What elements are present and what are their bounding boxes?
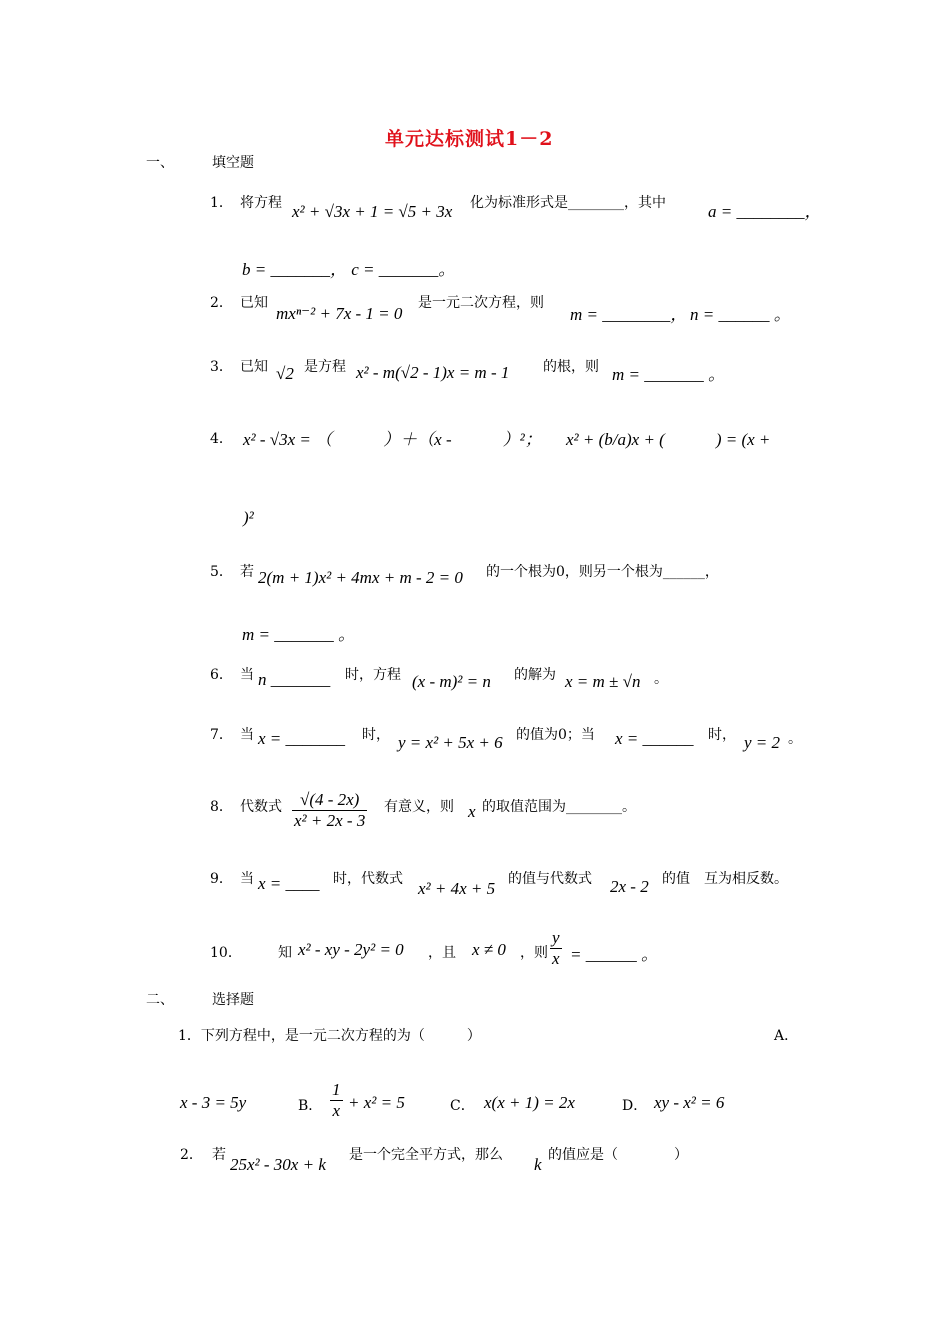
q7-end: 。 bbox=[788, 731, 802, 747]
q8-number: 8． bbox=[210, 799, 233, 815]
q10-pre: 知 bbox=[278, 945, 292, 961]
c1-option-b-denominator: x bbox=[332, 1101, 341, 1120]
c2-tail: 的值应是（ ） bbox=[548, 1147, 688, 1163]
q10-mid: ，且 bbox=[428, 945, 456, 961]
q7-equation: y = x² + 5x + 6 bbox=[398, 733, 503, 752]
q10-number: 10． bbox=[210, 945, 242, 961]
page-title: 单元达标测试1－2 bbox=[385, 128, 554, 150]
q1-mid: 化为标准形式是________，其中 bbox=[470, 195, 666, 211]
q9-mid2: 的值与代数式 bbox=[508, 871, 592, 887]
q10-cond: x ≠ 0 bbox=[472, 940, 506, 959]
c1-option-b-fraction bbox=[330, 1080, 343, 1121]
q10-tail: = ______ 。 bbox=[570, 945, 658, 964]
q10-mid2: ，则 bbox=[520, 945, 548, 961]
c2-equation: 25x² - 30x + k bbox=[230, 1155, 326, 1174]
q6-mid: 时，方程 bbox=[345, 667, 401, 683]
c1-option-d-label: D． bbox=[622, 1098, 648, 1114]
q4-number: 4． bbox=[210, 431, 233, 447]
section-2-number: 二、 bbox=[146, 992, 174, 1008]
q1-a: a = ________， bbox=[708, 202, 822, 221]
c1-option-c-label: C． bbox=[450, 1098, 475, 1114]
q3-pre: 已知 bbox=[240, 359, 268, 375]
section-2-label: 选择题 bbox=[212, 992, 254, 1008]
q2-n-answer: n = ______ 。 bbox=[690, 305, 791, 324]
q8-denominator: x² + 2x - 3 bbox=[294, 811, 366, 830]
c1-option-b-fraction-body bbox=[330, 1080, 343, 1121]
q9-expr2: 2x - 2 bbox=[610, 877, 649, 896]
c2-var: k bbox=[534, 1155, 542, 1174]
q6-end: 。 bbox=[654, 671, 668, 687]
c1-option-b-label: B． bbox=[298, 1098, 323, 1114]
q9-tail: 的值 互为相反数。 bbox=[662, 871, 788, 887]
q8-mid: 有意义，则 bbox=[384, 799, 454, 815]
c2-pre: 若 bbox=[212, 1147, 226, 1163]
q9-number: 9． bbox=[210, 871, 233, 887]
q3-mid: 是方程 bbox=[304, 359, 346, 375]
c1-option-b-rest: + x² = 5 bbox=[348, 1093, 405, 1112]
q2-equation: mxⁿ⁻² + 7x - 1 = 0 bbox=[276, 304, 403, 323]
q8-numerator: √(4 - 2x) bbox=[292, 790, 367, 811]
q10-fraction-body bbox=[550, 928, 562, 969]
q10-numerator: y bbox=[552, 928, 560, 947]
q6-cond: n _______ bbox=[258, 670, 331, 689]
q7-x2: x = ______ bbox=[615, 729, 694, 748]
q4-part1: x² - √3x = （ ）＋（x - ）²； bbox=[243, 430, 542, 449]
c1-option-c: x(x + 1) = 2x bbox=[484, 1093, 575, 1112]
q6-mid2: 的解为 bbox=[514, 667, 556, 683]
q7-y: y = 2 bbox=[744, 733, 781, 752]
q9-pre: 当 bbox=[240, 871, 254, 887]
q3-number: 3． bbox=[210, 359, 233, 375]
q1-number: 1． bbox=[210, 195, 233, 211]
q6-solution: x = m ± √n bbox=[565, 672, 641, 691]
q5-equation: 2(m + 1)x² + 4mx + m - 2 = 0 bbox=[258, 568, 463, 587]
q7-number: 7． bbox=[210, 727, 233, 743]
q9-expr1: x² + 4x + 5 bbox=[418, 879, 496, 898]
q3-equation: x² - m(√2 - 1)x = m - 1 bbox=[356, 363, 510, 382]
q2-pre: 已知 bbox=[240, 295, 268, 311]
q6-pre: 当 bbox=[240, 667, 254, 683]
q10-denominator: x bbox=[552, 949, 560, 968]
q8-fraction-body bbox=[292, 790, 367, 831]
q8-tail: 的取值范围为________。 bbox=[482, 799, 636, 815]
section-1-label: 填空题 bbox=[212, 155, 254, 171]
q9-x: x = ____ bbox=[258, 874, 320, 893]
q8-fraction bbox=[292, 790, 367, 831]
c2-mid: 是一个完全平方式，那么 bbox=[349, 1147, 503, 1163]
q10-equation: x² - xy - 2y² = 0 bbox=[298, 940, 404, 959]
q7-x1: x = _______ bbox=[258, 729, 346, 748]
q7-mid2: 的值为0；当 bbox=[516, 727, 595, 743]
q9-mid: 时，代数式 bbox=[333, 871, 403, 887]
q10-fraction bbox=[550, 928, 562, 969]
c1-option-a-label: A． bbox=[774, 1028, 799, 1044]
q3-answer: m = _______ 。 bbox=[612, 365, 725, 384]
q5-line2: m = _______ 。 bbox=[242, 625, 355, 644]
q7-mid: 时， bbox=[362, 727, 390, 743]
c1-option-b-numerator: 1 bbox=[332, 1080, 341, 1099]
q3-mid2: 的根，则 bbox=[543, 359, 599, 375]
c1-option-a: x - 3 = 5y bbox=[180, 1093, 247, 1112]
section-1-number: 一、 bbox=[146, 155, 174, 171]
q2-m-answer: m = ________， bbox=[570, 305, 688, 324]
c2-number: 2． bbox=[180, 1147, 203, 1163]
c1-option-d: xy - x² = 6 bbox=[654, 1093, 725, 1112]
q6-number: 6． bbox=[210, 667, 233, 683]
q2-number: 2． bbox=[210, 295, 233, 311]
q1-pre: 将方程 bbox=[240, 195, 282, 211]
q1-equation: x² + √3x + 1 = √5 + 3x bbox=[292, 202, 453, 221]
q7-pre: 当 bbox=[240, 727, 254, 743]
c1-stem: 1．下列方程中，是一元二次方程的为（ ） bbox=[178, 1028, 481, 1044]
q8-pre: 代数式 bbox=[240, 799, 282, 815]
q4-part2: x² + (b/a)x + ( ) = (x + bbox=[566, 430, 771, 449]
q1-line2: b = _______， c = _______。 bbox=[242, 260, 456, 279]
q5-pre: 若 bbox=[240, 564, 254, 580]
q3-root: √2 bbox=[276, 364, 294, 383]
q2-mid: 是一元二次方程，则 bbox=[418, 295, 544, 311]
q5-number: 5． bbox=[210, 564, 233, 580]
q4-line2: )² bbox=[243, 508, 254, 527]
q5-mid: 的一个根为0，则另一个根为______， bbox=[486, 564, 719, 580]
q7-mid3: 时， bbox=[708, 727, 736, 743]
q6-equation: (x - m)² = n bbox=[412, 672, 491, 691]
q8-var: x bbox=[468, 802, 476, 821]
